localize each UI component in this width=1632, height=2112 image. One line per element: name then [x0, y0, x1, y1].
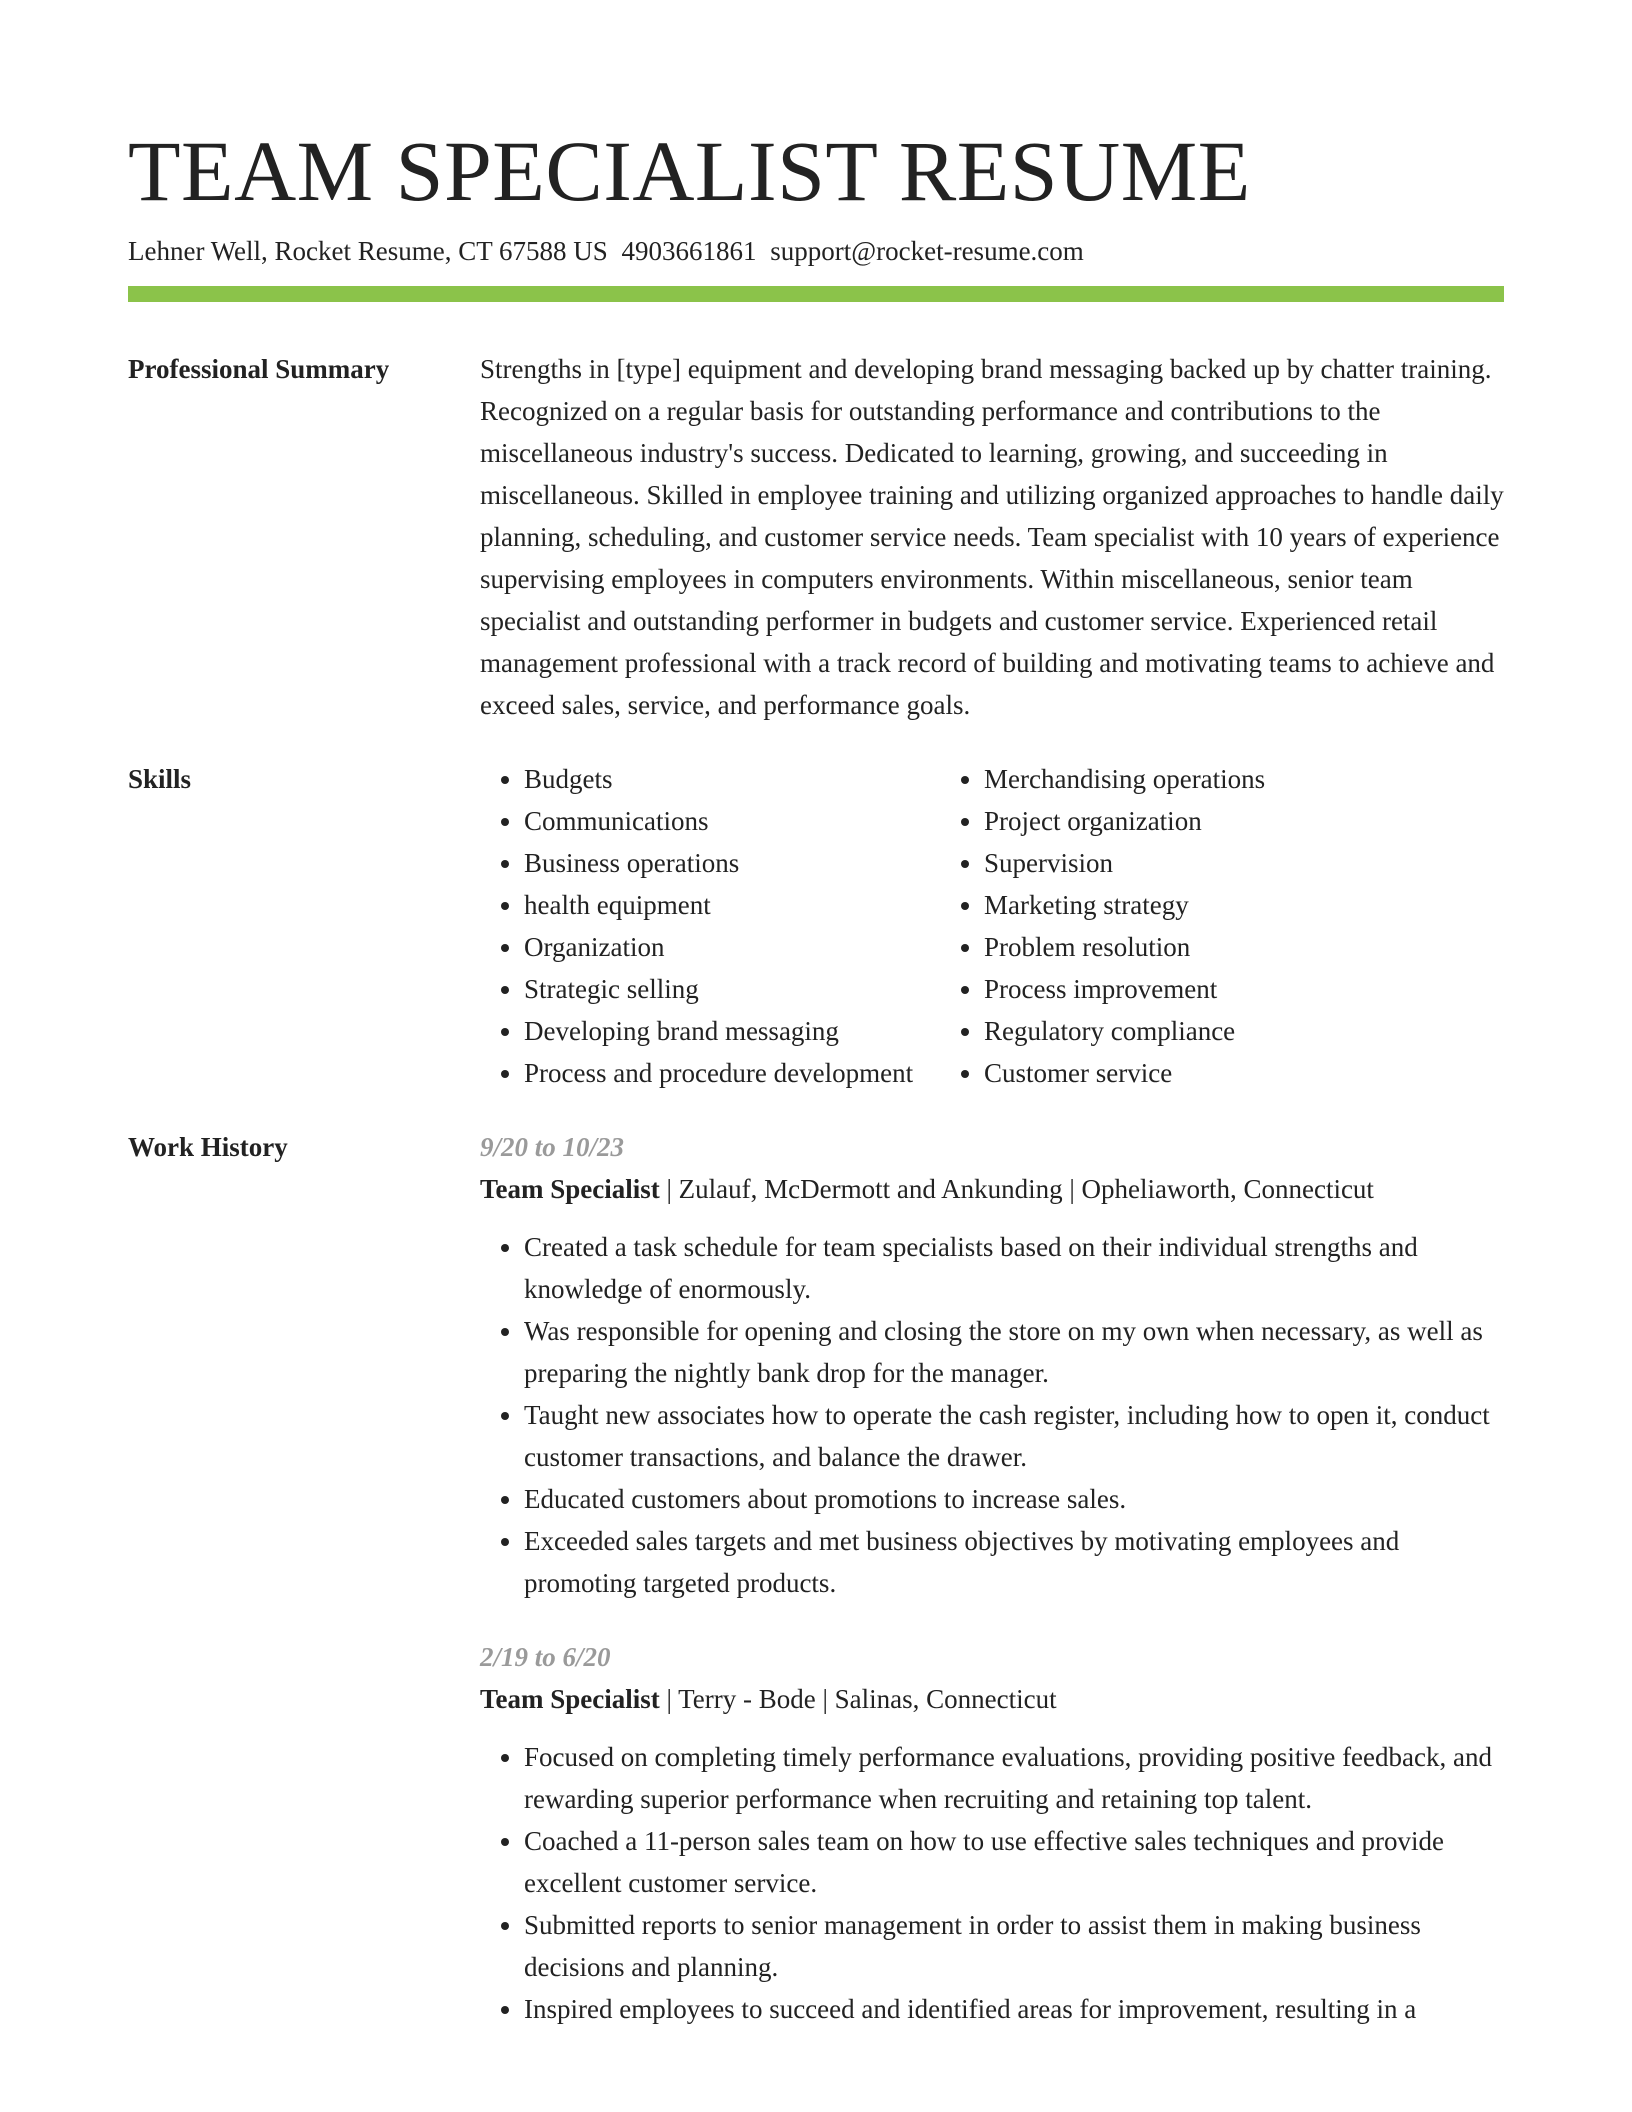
skills-column-right — [940, 758, 1500, 1094]
skill-item: • Budgets — [524, 758, 940, 800]
work-history-section — [128, 1126, 1504, 2030]
resume-content — [128, 348, 1504, 2030]
job-heading-line — [480, 1168, 1504, 1210]
skill-item: • Developing brand messaging — [524, 1010, 940, 1052]
skill-item: • Process improvement — [984, 968, 1500, 1010]
job-entry — [480, 1126, 1504, 1604]
job-bullet: • Created a task schedule for team specialists based on their individual strengths and knowledge of enormously. — [524, 1226, 1504, 1310]
summary-section — [128, 348, 1504, 726]
skills-grid — [480, 758, 1504, 1094]
skill-item: • Supervision — [984, 842, 1500, 884]
job-dates: 9/20 to 10/23 — [480, 1132, 625, 1162]
job-bullet: • Taught new associates how to operate the cash register, including how to open it, conduct customer transactions, and balance the drawer. — [524, 1394, 1504, 1478]
job-bullet: • Educated customers about promotions to increase sales. — [524, 1478, 1504, 1520]
skill-item: • Marketing strategy — [984, 884, 1500, 926]
job-title: Team Specialist — [480, 1174, 660, 1204]
skill-item: • health equipment — [524, 884, 940, 926]
skill-item: • Organization — [524, 926, 940, 968]
job-bullet: • Coached a 11-person sales team on how to use effective sales techniques and provide excellent customer service. — [524, 1820, 1504, 1904]
job-bullet-list — [480, 1736, 1504, 2030]
skill-item: • Process and procedure development — [524, 1052, 940, 1094]
job-bullet: • Was responsible for opening and closing the store on my own when necessary, as well as preparing the nightly bank drop for the manager. — [524, 1310, 1504, 1394]
work-history-heading: Work History — [128, 1132, 288, 1162]
summary-heading: Professional Summary — [128, 354, 390, 384]
job-entry — [480, 1636, 1504, 2030]
job-bullet: • Exceeded sales targets and met business objectives by motivating employees and promoting targeted products. — [524, 1520, 1504, 1604]
work-history-body — [480, 1126, 1504, 2030]
contact-email: support@rocket-resume.com — [770, 236, 1084, 266]
contact-phone: 4903661861 — [621, 236, 757, 266]
job-bullet-list — [480, 1226, 1504, 1604]
skill-item: • Project organization — [984, 800, 1500, 842]
skill-item: • Communications — [524, 800, 940, 842]
skill-item: • Problem resolution — [984, 926, 1500, 968]
summary-body — [480, 348, 1504, 726]
job-heading-line — [480, 1678, 1504, 1720]
skills-column-left — [480, 758, 940, 1094]
job-bullet: • Submitted reports to senior management in order to assist them in making business decisions and planning. — [524, 1904, 1504, 1988]
job-dates: 2/19 to 6/20 — [480, 1642, 611, 1672]
skill-item: • Regulatory compliance — [984, 1010, 1500, 1052]
skill-item: • Strategic selling — [524, 968, 940, 1010]
resume-title: TEAM SPECIALIST RESUME — [128, 123, 1251, 219]
skill-item: • Customer service — [984, 1052, 1500, 1094]
job-bullet: • Inspired employees to succeed and identified areas for improvement, resulting in a — [524, 1988, 1504, 2030]
header-accent-divider — [128, 286, 1504, 302]
summary-text: Strengths in [type] equipment and developing brand messaging backed up by chatter training. Recognized on a regular basis for outstanding performance and contributions to the miscellaneous industry's success. Dedicated to learning, growing, and succeeding in miscellaneous. Skilled in employee training and utilizing organized approaches to handle daily planning, scheduling, and customer service needs. Team specialist with 10 years of experience supervising employees in computers environments. Within miscellaneous, senior team specialist and outstanding performer in budgets and customer service. Experienced retail management professional with a track record of building and motivating teams to achieve and exceed sales, service, and performance goals. — [480, 354, 1504, 720]
job-title: Team Specialist — [480, 1684, 660, 1714]
skill-item: • Business operations — [524, 842, 940, 884]
job-company-location: | Zulauf, McDermott and Ankunding | Opheliaworth, Connecticut — [666, 1174, 1374, 1204]
job-bullet: • Focused on completing timely performance evaluations, providing positive feedback, and rewarding superior performance when recruiting and retaining top talent. — [524, 1736, 1504, 1820]
skill-item: • Merchandising operations — [984, 758, 1500, 800]
skills-section — [128, 758, 1504, 1094]
contact-line — [128, 233, 1084, 269]
job-company-location: | Terry - Bode | Salinas, Connecticut — [666, 1684, 1057, 1714]
skills-heading: Skills — [128, 764, 192, 794]
contact-address: Lehner Well, Rocket Resume, CT 67588 US — [128, 236, 608, 266]
